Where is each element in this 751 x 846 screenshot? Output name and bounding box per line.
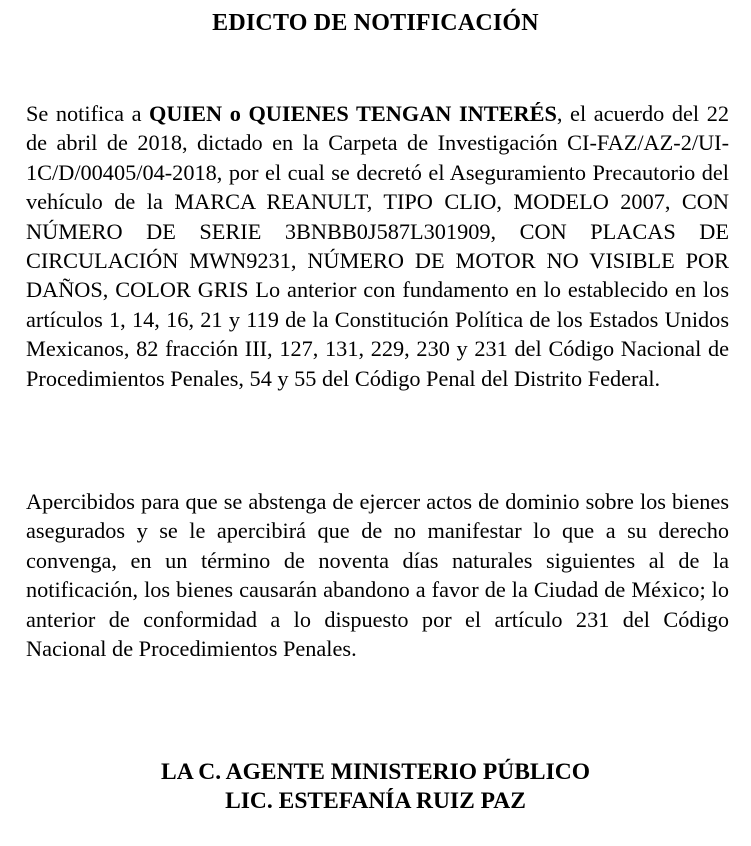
document-title: EDICTO DE NOTIFICACIÓN — [212, 10, 539, 36]
warning-paragraph: Apercibidos para que se abstenga de ejercer actos de dominio sobre los bienes asegurados y se le apercibirá que de no manifestar lo que a su derecho convenga, en un término de noventa días naturales siguientes al de la notificación, los bienes causarán abandono a favor de la Ciudad de México; lo anterior de conformidad a lo dispuesto por el artículo 231 del Código Nacional de Procedimientos Penales. — [26, 489, 729, 662]
signature-name: LIC. ESTEFANÍA RUIZ PAZ — [225, 788, 526, 814]
paragraph-intro: Se notifica a — [26, 101, 150, 126]
signature-role: LA C. AGENTE MINISTERIO PÚBLICO — [161, 759, 590, 785]
paragraph-body: , el acuerdo del 22 de abril de 2018, dictado en la Carpeta de Investigación CI-FAZ/AZ-2/UI-1C/D/00405/04-2018, por el cual se decretó el Aseguramiento Precautorio del vehículo de la MARCA REANULT, TIPO CLIO, MODELO 2007, CON NÚMERO DE SERIE 3BNBB0J587L301909, CON PLACAS DE CIRCULACIÓN MWN9231, NÚMERO DE MOTOR NO VISIBLE POR DAÑOS, COLOR GRIS Lo anterior con fundamento en lo establecido en los artículos 1, 14, 16, 21 y 119 de la Constitución Política de los Estados Unidos Mexicanos, 82 fracción III, 127, 131, 229, 230 y 231 del Código Nacional de Procedimientos Penales, 54 y 55 del Código Penal del Distrito Federal. — [26, 101, 729, 391]
notification-paragraph — [26, 99, 729, 393]
addressee-text: QUIEN o QUIENES TENGAN INTERÉS — [149, 101, 557, 126]
